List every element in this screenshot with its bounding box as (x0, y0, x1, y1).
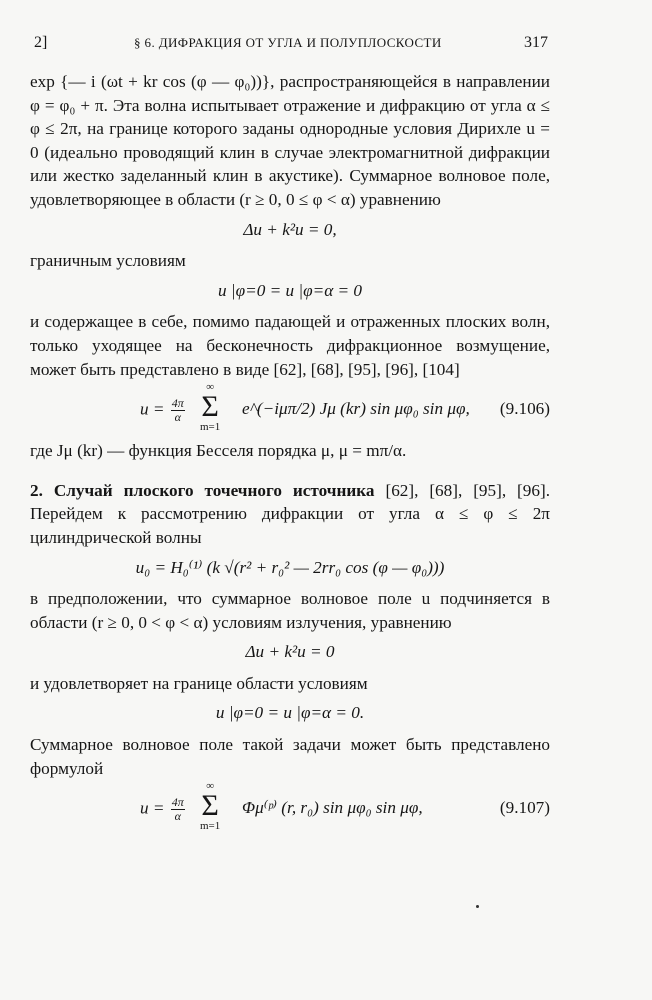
sigma-symbol: Σ (201, 789, 219, 823)
paragraph: exp {— i (ωt + kr cos (φ — φ₀))}, распространяющейся в направлении φ = φ₀ + π. Эта волна испытывает отражение и дифракцию от угла α ≤ φ ≤ 2π, на границе которого заданы однородные условия Дирихле u = 0 (идеально проводящий клин в случае электромагнитной дифракции или жестко заделанный клин в акустике). Суммарное волновое поле, удовлетворяющее в области (r ≥ 0, 0 ≤ φ < α) уравнению (30, 72, 550, 209)
equation-9-107 (30, 780, 550, 838)
paragraph: где Jμ (kr) — функция Бесселя порядка μ, μ = mπ/α. (30, 441, 407, 461)
eq-coefficient (171, 397, 185, 424)
equation: Δu + k²u = 0, (243, 219, 337, 239)
equation: u |φ=0 = u |φ=α = 0 (217, 280, 363, 300)
paragraph (30, 479, 550, 550)
eq-body: Φμ⁽ᵖ⁾ (r, r₀) sin μφ₀ sin μφ, (242, 798, 423, 818)
equation-number: (9.106) (499, 399, 550, 419)
sigma-symbol: Σ (201, 390, 219, 424)
equation: u₀ = H₀⁽¹⁾ (k √(r² + r₀² — 2rr₀ cos (φ — φ₀))) (135, 557, 445, 577)
eq-lhs: u = (140, 798, 165, 818)
sum-operator (200, 780, 220, 832)
paragraph: и удовлетворяет на границе области условиям (30, 673, 368, 693)
equation-9-106 (30, 381, 550, 439)
coef-numerator: 4π (171, 795, 184, 810)
eq-lhs: u = (140, 399, 165, 419)
paragraph: Суммарное волновое поле такой задачи может быть представлено формулой (30, 735, 550, 778)
paragraph: в предположении, что суммарное волновое поле u подчиняется в области (r ≥ 0, 0 < φ < α) условиям излучения, уравнению (30, 589, 550, 632)
eq-coefficient (171, 796, 185, 823)
sum-operator (200, 381, 220, 433)
sum-upper-limit: ∞ (206, 381, 215, 394)
sum-lower-limit: m=1 (200, 820, 221, 833)
coef-numerator: 4π (171, 396, 184, 411)
subsection-heading: 2. Случай плоского точечного источника (30, 480, 375, 500)
sum-lower-limit: m=1 (200, 421, 221, 434)
equation: Δu + k²u = 0 (245, 642, 335, 662)
page-body (30, 70, 550, 838)
print-speck (476, 905, 479, 908)
page-number: 317 (524, 34, 548, 51)
paragraph-text: [62], [68], [95], [96]. Перейдем к рассмотрению дифракции от угла α ≤ φ ≤ 2π цилиндрической волны (30, 480, 550, 547)
page-header (34, 34, 548, 56)
section-ref: 2] (34, 34, 48, 51)
paragraph: и содержащее в себе, помимо падающей и отраженных плоских волн, только уходящее на бесконечность дифракционное возмущение, может быть представлено в виде [62], [68], [95], [96], [104] (30, 312, 550, 379)
paragraph: граничным условиям (30, 251, 186, 271)
eq-body: e^(−iμπ/2) Jμ (kr) sin μφ₀ sin μφ, (242, 399, 470, 419)
equation: u |φ=0 = u |φ=α = 0. (215, 703, 365, 723)
running-title: § 6. ДИФРАКЦИЯ ОТ УГЛА И ПОЛУПЛОСКОСТИ (134, 35, 442, 50)
coef-denominator: α (174, 809, 181, 824)
coef-denominator: α (174, 410, 181, 425)
sum-upper-limit: ∞ (206, 780, 215, 793)
equation-number: (9.107) (499, 798, 550, 818)
